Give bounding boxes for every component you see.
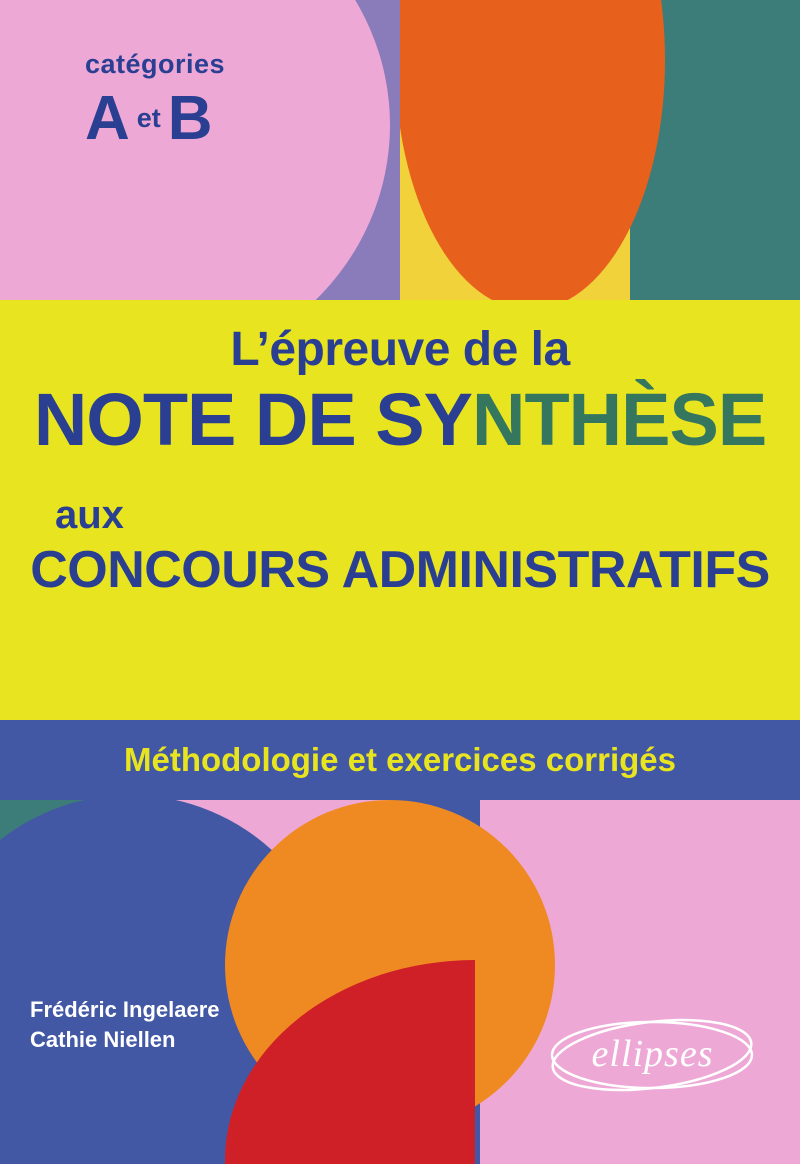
title-concours: CONCOURS ADMINISTRATIFS (30, 541, 770, 599)
authors-block (30, 995, 220, 1054)
title-main-part-1: NOTE DE SY (33, 378, 473, 461)
category-b: B (167, 83, 213, 153)
category-a: A (85, 83, 130, 153)
title-main-part-2: NTHÈSE (472, 378, 767, 461)
title-line-1: L’épreuve de la (230, 323, 570, 376)
title-main (0, 378, 800, 461)
author-name: Frédéric Ingelaere (30, 997, 220, 1022)
categories-conjunction: et (136, 102, 161, 133)
publisher-name: ellipses (591, 1033, 714, 1075)
author-name: Cathie Niellen (30, 1026, 176, 1052)
publisher-logo (545, 1010, 760, 1100)
title-block (0, 300, 800, 720)
subtitle: Méthodologie et exercices corrigés (123, 741, 677, 778)
title-aux: aux (55, 493, 124, 537)
categories-letters (85, 83, 225, 153)
categories-label: catégories (85, 49, 226, 79)
categories-block (85, 49, 226, 153)
